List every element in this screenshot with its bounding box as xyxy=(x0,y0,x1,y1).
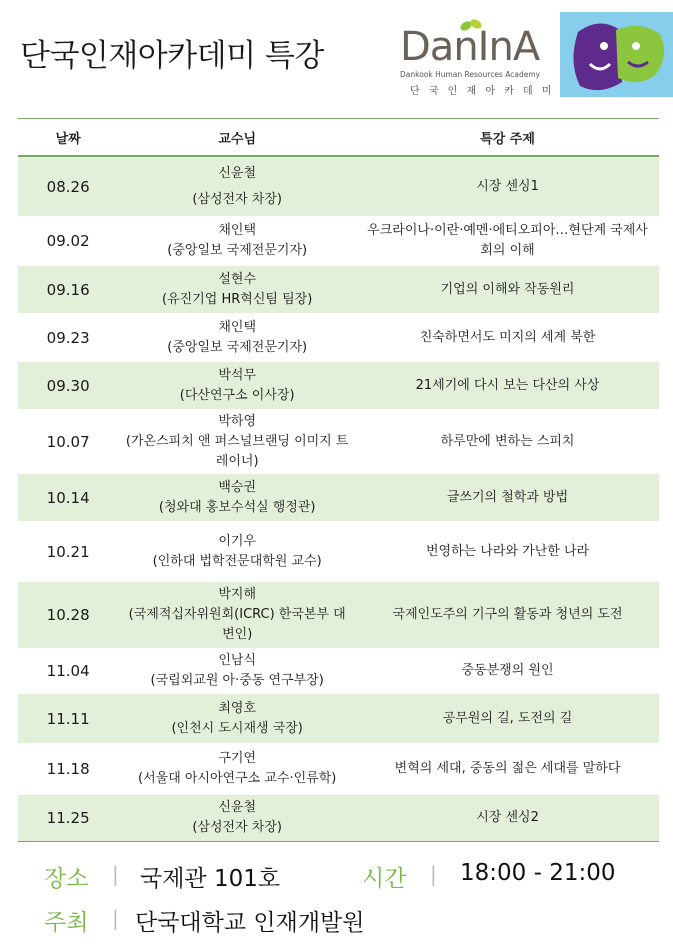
place-value: 국제관 101호 xyxy=(140,866,281,892)
separator: | xyxy=(112,906,119,930)
logo-wordmark: DanInA xyxy=(400,24,540,70)
row-date: 10.14 xyxy=(18,474,118,521)
row-date: 08.26 xyxy=(18,156,118,216)
row-professor xyxy=(118,795,356,841)
row-topic: 우크라이나·이란·예멘·에티오피아…현단계 국제사회의 이해 xyxy=(367,223,648,258)
professor-affiliation: (인하대 법학전문대학원 교수) xyxy=(152,553,322,569)
table-row xyxy=(18,362,659,409)
academy-emblem xyxy=(560,12,673,97)
row-topic: 친숙하면서도 미지의 세계 북한 xyxy=(419,329,596,345)
table-row xyxy=(18,521,659,582)
professor-name: 박하영 xyxy=(218,413,257,429)
table-row xyxy=(18,156,659,216)
row-professor xyxy=(118,156,356,216)
professor-affiliation: (중앙일보 국제전문기자) xyxy=(167,243,308,258)
professor-affiliation: (가온스피치 앤 퍼스널브랜딩 이미지 트레이너) xyxy=(125,433,349,469)
professor-name: 설현수 xyxy=(218,271,257,287)
faces-icon xyxy=(560,12,673,97)
row-professor xyxy=(118,582,356,648)
professor-name: 인남식 xyxy=(218,653,257,668)
row-date: 11.04 xyxy=(46,662,90,680)
row-topic: 시장 센싱2 xyxy=(356,795,659,841)
danina-logo xyxy=(392,22,555,102)
row-topic: 기업의 이해와 작동원리 xyxy=(356,266,659,313)
separator: | xyxy=(430,862,437,886)
professor-name: 박석무 xyxy=(218,367,257,383)
professor-name: 채인택 xyxy=(218,223,257,238)
time-label: 시간 xyxy=(362,866,407,892)
row-date: 10.07 xyxy=(46,432,90,451)
professor-affiliation: (중앙일보 국제전문기자) xyxy=(167,339,308,355)
row-date: 11.25 xyxy=(18,795,118,841)
professor-name: 박지해 xyxy=(218,587,257,602)
professor-affiliation: (다산연구소 이사장) xyxy=(179,387,295,403)
row-date: 11.11 xyxy=(18,694,118,743)
host-label: 주최 xyxy=(44,910,89,936)
professor-affiliation: (삼성전자 차장) xyxy=(192,191,282,207)
separator: | xyxy=(112,862,119,886)
row-professor xyxy=(118,521,356,582)
host-value: 단국대학교 인재개발원 xyxy=(135,910,365,936)
row-topic: 국제인도주의 기구의 활동과 청년의 도전 xyxy=(356,582,659,648)
row-date: 10.21 xyxy=(46,542,90,561)
table-row xyxy=(18,648,659,694)
row-date: 11.18 xyxy=(46,760,90,778)
table-row xyxy=(18,582,659,648)
row-professor xyxy=(118,216,356,266)
professor-affiliation: (유진기업 HR혁신팀 팀장) xyxy=(162,291,313,307)
row-topic: 공무원의 길, 도전의 길 xyxy=(356,694,659,743)
professor-affiliation: (청와대 홍보수석실 행정관) xyxy=(158,499,316,515)
professor-name: 백승권 xyxy=(218,479,257,495)
row-date: 09.30 xyxy=(18,362,118,409)
row-professor xyxy=(118,409,356,474)
professor-name: 구기연 xyxy=(218,751,257,766)
professor-affiliation: (서울대 아시아연구소 교수·인류학) xyxy=(138,771,337,786)
professor-name: 최영호 xyxy=(218,700,257,716)
header-date: 날짜 xyxy=(18,119,118,157)
professor-affiliation: (국제적십자위원회(ICRC) 한국본부 대변인) xyxy=(128,607,346,642)
row-professor xyxy=(118,694,356,743)
row-date: 09.23 xyxy=(46,328,90,347)
row-topic: 하루만에 변하는 스피치 xyxy=(440,433,575,449)
lecture-schedule-table xyxy=(18,118,659,842)
professor-affiliation: (삼성전자 차장) xyxy=(192,819,282,835)
row-professor xyxy=(118,362,356,409)
row-date: 09.02 xyxy=(46,232,90,250)
row-professor xyxy=(118,313,356,362)
header-topic: 특강 주제 xyxy=(356,119,659,157)
row-topic: 중동분쟁의 원인 xyxy=(461,663,554,678)
professor-affiliation: (인천시 도시재생 국장) xyxy=(171,720,303,736)
professor-name: 채인택 xyxy=(218,319,257,335)
row-topic: 번영하는 나라와 가난한 나라 xyxy=(425,543,590,559)
row-professor xyxy=(118,266,356,313)
table-header-row xyxy=(18,119,659,157)
row-topic: 글쓰기의 철학과 방법 xyxy=(356,474,659,521)
professor-affiliation: (국립외교원 아·중동 연구부장) xyxy=(150,673,324,688)
table-row xyxy=(18,474,659,521)
event-info-footer xyxy=(0,852,673,947)
row-topic: 21세기에 다시 보는 다산의 사상 xyxy=(356,362,659,409)
time-value: 18:00 - 21:00 xyxy=(460,860,616,886)
row-topic: 시장 센싱1 xyxy=(356,156,659,216)
table-row xyxy=(18,743,659,795)
row-date: 10.28 xyxy=(18,582,118,648)
row-date: 09.16 xyxy=(18,266,118,313)
row-topic: 변혁의 세대, 중동의 젊은 세대를 말하다 xyxy=(394,761,621,776)
place-label: 장소 xyxy=(44,866,89,892)
table-row xyxy=(18,313,659,362)
row-professor xyxy=(118,743,356,795)
row-professor xyxy=(118,648,356,694)
professor-name: 신윤철 xyxy=(218,165,257,181)
table-row xyxy=(18,216,659,266)
table-row xyxy=(18,795,659,841)
table-row xyxy=(18,409,659,474)
logo-subtitle: Dankook Human Resources Academy xyxy=(400,70,541,79)
professor-name: 신윤철 xyxy=(218,799,257,815)
professor-name: 이기우 xyxy=(218,533,257,549)
page-title: 단국인재아카데미 특강 xyxy=(20,38,324,74)
logo-subtitle-ko: 단 국 인 재 아 카 데 미 xyxy=(410,86,555,97)
table-row xyxy=(18,266,659,313)
row-professor xyxy=(118,474,356,521)
header-professor: 교수님 xyxy=(118,119,356,157)
table-row xyxy=(18,694,659,743)
